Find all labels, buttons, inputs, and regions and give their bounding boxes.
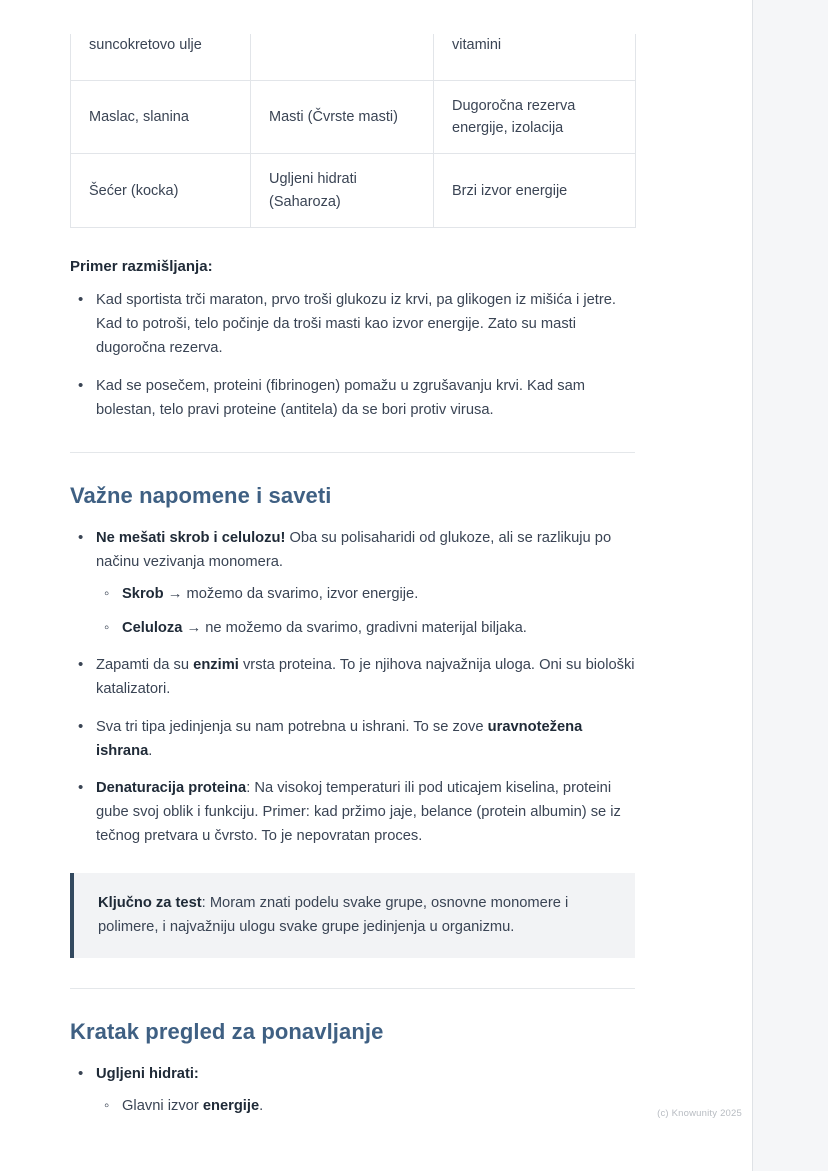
table-cell-type bbox=[251, 34, 434, 80]
review-1-sub-bold: energije bbox=[202, 1097, 260, 1114]
notes-sublist bbox=[96, 583, 635, 640]
note-1-text: Oba su polisaharidi od glukoze, ali se razlikuju po načinu vezivanja monomera. bbox=[96, 530, 612, 571]
list-item bbox=[96, 1095, 635, 1119]
role-line-2: energije, izolacija bbox=[452, 119, 564, 136]
page-side-gutter bbox=[752, 0, 828, 1171]
note-3-pre: Sva tri tipa jedinjenja su nam potrebna u ishrani. To se zove bbox=[96, 718, 488, 735]
document-content bbox=[70, 0, 635, 1132]
example-heading: Primer razmišljanja: bbox=[70, 258, 213, 276]
table-cell-type bbox=[251, 154, 434, 228]
note-1-sub-2-text: → ne možemo da svarimo, gradivni materijal biljaka. bbox=[182, 619, 527, 636]
copyright-credit: (c) Knowunity 2025 bbox=[657, 1108, 742, 1119]
list-item: • Kad se posečem, proteini (fibrinogen) pomažu u zgrušavanju krvi. Kad sam bolestan, telo pravi proteine (antitela) da se bori protiv virusa. bbox=[70, 375, 635, 423]
example-list bbox=[70, 289, 635, 422]
list-item bbox=[96, 583, 635, 607]
table-row bbox=[71, 80, 636, 154]
list-item: • Kad sportista trči maraton, prvo troši glukozu iz krvi, pa glikogen iz mišića i jetre. Kad to potroši, telo počinje da troši masti kao izvor energije. Zato su masti dugoročna rezerva. bbox=[70, 289, 635, 360]
table-cell-food: suncokretovo ulje bbox=[71, 34, 251, 80]
note-2-bold: enzimi bbox=[193, 657, 239, 674]
nutrition-table bbox=[70, 34, 636, 228]
note-1-sub-1-text: → možemo da svarimo, izvor energije. bbox=[163, 586, 419, 603]
review-heading: Kratak pregled za ponavljanje bbox=[70, 1019, 384, 1045]
table-row bbox=[71, 34, 636, 80]
list-item bbox=[70, 527, 635, 640]
review-1-bold: Ugljeni hidrati: bbox=[96, 1066, 199, 1083]
note-2-post: vrsta proteina. To je njihova najvažnija uloga. Oni su biološki katalizatori. bbox=[96, 657, 635, 697]
callout-text: : Moram znati podelu svake grupe, osnovne monomere i polimere, i najvažniju ulogu svake grupe jedinjenja u organizmu. bbox=[98, 894, 569, 936]
list-item bbox=[70, 777, 635, 848]
review-sublist bbox=[96, 1095, 635, 1119]
review-1-sub-pre: Glavni izvor bbox=[122, 1097, 203, 1114]
note-2-pre: Zapamti da su bbox=[96, 657, 194, 674]
table-cell-type: Masti (Čvrste masti) bbox=[251, 80, 434, 154]
table-cell-role: vitamini bbox=[434, 34, 636, 80]
note-3-bold: uravnotežena ishrana bbox=[96, 718, 583, 759]
review-list bbox=[70, 1063, 635, 1118]
list-item bbox=[70, 1063, 635, 1118]
callout-bold: Ključno za test bbox=[98, 894, 202, 911]
key-takeaway-callout bbox=[70, 873, 635, 958]
type-line-1: Ugljeni hidrati bbox=[269, 171, 357, 188]
note-1-bold: Ne mešati skrob i celulozu! bbox=[96, 530, 286, 547]
divider bbox=[70, 452, 635, 453]
divider bbox=[70, 988, 635, 989]
table-cell-food: Maslac, slanina bbox=[71, 80, 251, 154]
note-1-sub-1-bold: Skrob bbox=[122, 586, 164, 603]
table-cell-role: Brzi izvor energije bbox=[434, 154, 636, 228]
note-4-text: : Na visokoj temperaturi ili pod uticajem kiselina, proteini gube svoj oblik i funkciju. Primer: kad pržimo jaje, belance (protein albumin) se iz tečnog pretvara u čvrsto. To je nepovratan proces. bbox=[96, 780, 621, 844]
note-3-post: . bbox=[148, 742, 153, 759]
type-line-2: (Saharoza) bbox=[269, 193, 341, 210]
notes-list bbox=[70, 527, 635, 848]
note-4-bold: Denaturacija proteina bbox=[96, 780, 247, 797]
review-1-sub-post: . bbox=[259, 1097, 264, 1114]
note-1-sub-2-bold: Celuloza bbox=[122, 619, 183, 636]
list-item bbox=[96, 617, 635, 641]
table-row bbox=[71, 154, 636, 228]
notes-heading: Važne napomene i saveti bbox=[70, 483, 332, 509]
table-cell-food: Šećer (kocka) bbox=[71, 154, 251, 228]
list-item bbox=[70, 654, 635, 702]
role-line-1: Dugoročna rezerva bbox=[452, 97, 576, 114]
table-cell-role bbox=[434, 80, 636, 154]
list-item bbox=[70, 716, 635, 764]
